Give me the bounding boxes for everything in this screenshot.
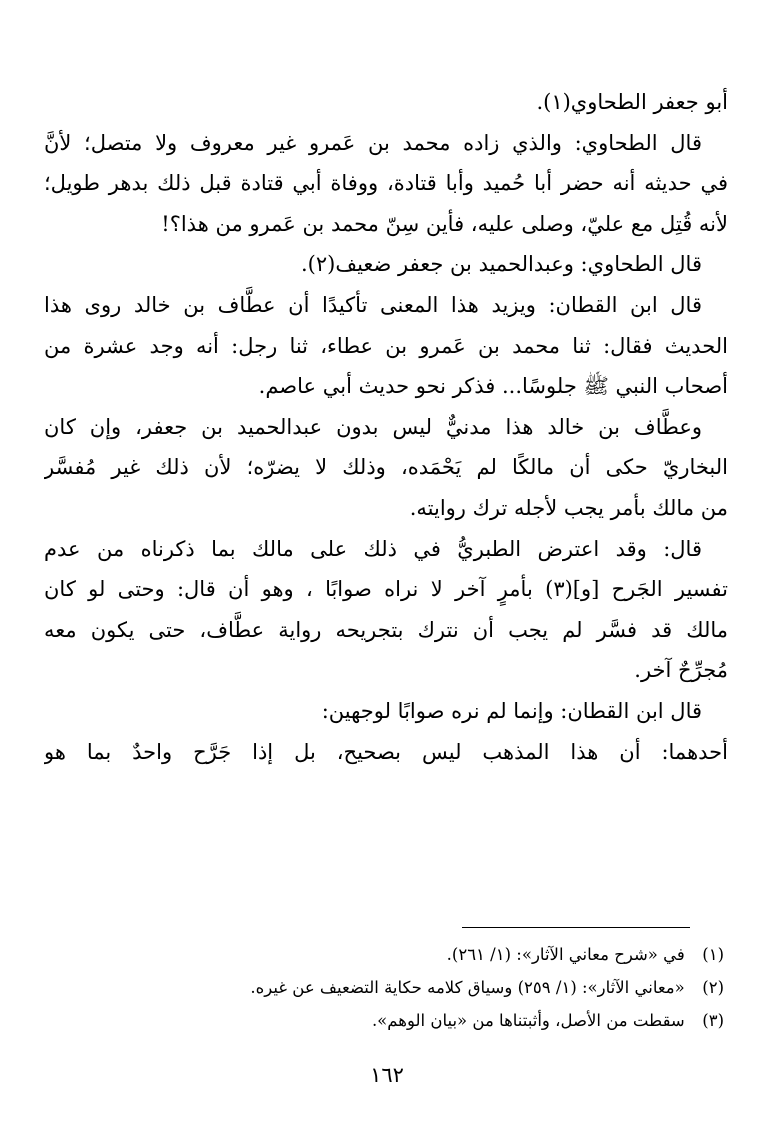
footnote-divider [462,927,690,928]
text-line: لأنه قُتِل مع عليّ، وصلى عليه، فأين سِنّ محمد بن عَمرو من هذا؟! [161,211,728,236]
footnote-number: (٢) [702,978,724,997]
text-line: مُجرِّحٌ آخر. [634,658,728,683]
text-line: الحديث فقال: ثنا محمد بن عَمرو بن عطاء، ثنا رجل: أنه وجد عشرة من [44,333,728,358]
text-line: من مالك بأمر يجب لأجله ترك روايته. [409,495,728,520]
text-line: في حديثه أنه حضر أبا حُميد وأبا قتادة، ووفاة أبي قتادة قبل ذلك بدهر طويل؛ [44,171,728,196]
footnote-text: في «شرح معاني الآثار»: (١/ ٢٦١). [446,945,685,964]
text-line: أصحاب النبي ﷺ جلوسًا... فذكر نحو حديث أبي عاصم. [258,374,728,399]
main-text [44,82,728,772]
text-line: وعطَّاف بن خالد هذا مدنيٌّ ليس بدون عبدالحميد بن جعفر، وإن كان [44,414,702,439]
text-line: تفسير الجَرح [و](٣) بأمرٍ آخر لا نراه صوابًا ، وهو أن قال: وحتى لو كان [44,577,728,602]
footnote [44,938,724,971]
page-number: ١٦٢ [370,1063,404,1087]
footnote [44,971,724,1004]
text-line: قال الطحاوي: والذي زاده محمد بن عَمرو غير معروف ولا متصل؛ لأنَّ [44,130,702,155]
footnotes [44,938,724,1037]
footnote-text: «معاني الآثار»: (١/ ٢٥٩) وسياق كلامه حكاية التضعيف عن غيره. [250,978,685,997]
text-line: مالك قد فسَّر لم يجب أن نترك بتجريحه رواية عطَّاف، حتى يكون معه [44,617,728,642]
text-line: البخاريّ حكى أن مالكًا لم يَحْمَده، وذلك لا يضرّه؛ لأن ذلك غير مُفسَّر [44,455,728,480]
footnote [44,1004,724,1037]
text-line: أحدهما: أن هذا المذهب ليس بصحيح، بل إذا جَرَّح واحدٌ بما هو [44,739,728,764]
text-line: قال ابن القطان: وإنما لم نره صوابًا لوجهين: [321,698,702,723]
text-line: قال الطحاوي: وعبدالحميد بن جعفر ضعيف(٢). [301,252,702,277]
text-line: قال: وقد اعترض الطبريُّ في ذلك على مالك بما ذكرناه من عدم [44,536,702,561]
text-line: أبو جعفر الطحاوي(١). [536,90,728,114]
footnote-text: سقطت من الأصل، وأثبتناها من «بيان الوهم». [371,1011,685,1030]
footnote-number: (١) [702,945,724,964]
text-line: قال ابن القطان: ويزيد هذا المعنى تأكيدًا أن عطَّاف بن خالد روى هذا [44,292,702,317]
footnote-number: (٣) [702,1011,724,1030]
